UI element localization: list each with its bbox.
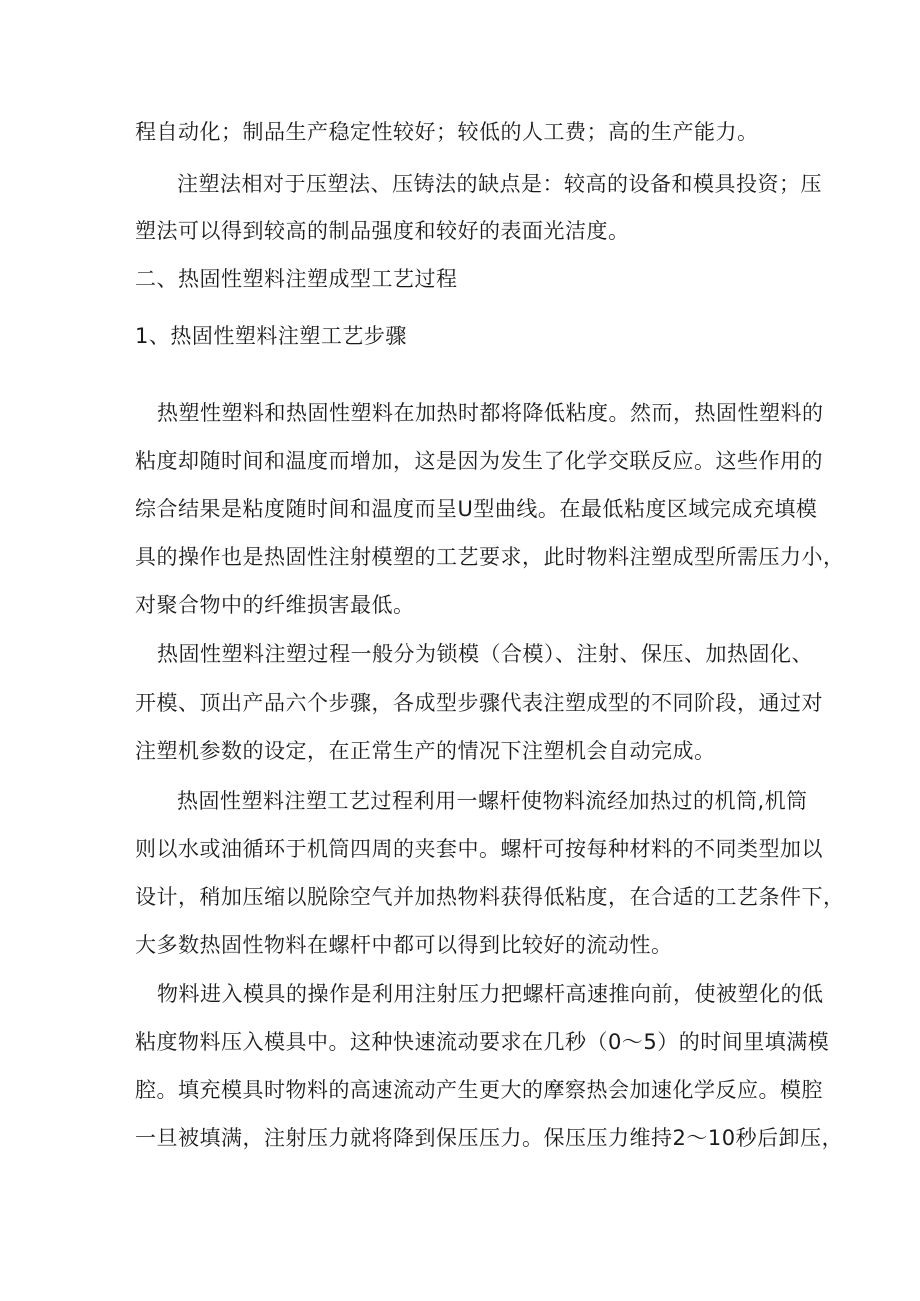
text-line: 对聚合物中的纤维损害最低。	[135, 593, 415, 617]
text-line: 大多数热固性物料在螺杆中都可以得到比较好的流动性。	[135, 933, 673, 957]
text-line: 粘度却随时间和温度而增加，这是因为发生了化学交联反应。这些作用的	[135, 449, 823, 473]
text-line: 腔。填充模具时物料的高速流动产生更大的摩察热会加速化学反应。模腔	[135, 1078, 823, 1102]
text-line: 粘度物料压入模具中。这种快速流动要求在几秒（0～5）的时间里填满模	[135, 1030, 830, 1054]
text-line: 开模、顶出产品六个步骤，各成型步骤代表注塑成型的不同阶段，通过对	[135, 691, 823, 715]
text-line: 塑法可以得到较高的制品强度和较好的表面光洁度。	[135, 219, 630, 243]
text-line: 物料进入模具的操作是利用注射压力把螺杆高速推向前，使被塑化的低	[157, 982, 824, 1006]
text-line: 热固性塑料注塑过程一般分为锁模（合模）、注射、保压、加热固化、	[157, 642, 813, 666]
text-line: 程自动化；制品生产稳定性较好；较低的人工费；高的生产能力。	[135, 120, 759, 144]
section-heading: 二、热固性塑料注塑成型工艺过程	[135, 267, 458, 291]
text-line: 则以水或油循环于机筒四周的夹套中。螺杆可按每种材料的不同类型加以	[135, 837, 823, 861]
text-line: 热塑性塑料和热固性塑料在加热时都将降低粘度。然而，热固性塑料的	[157, 401, 824, 425]
text-line: 注塑法相对于压塑法、压铸法的缺点是：较高的设备和模具投资；压	[177, 172, 822, 196]
text-line: 综合结果是粘度随时间和温度而呈U型曲线。在最低粘度区域完成充填模	[135, 497, 818, 521]
text-line: 具的操作也是热固性注射模塑的工艺要求，此时物料注塑成型所需压力小，	[135, 545, 845, 569]
text-line: 一旦被填满，注射压力就将降到保压压力。保压压力维持2～10秒后卸压，	[135, 1126, 844, 1150]
text-line: 热固性塑料注塑工艺过程利用一螺杆使物料流经加热过的机筒,机筒	[177, 789, 808, 813]
text-line: 设计，稍加压缩以脱除空气并加热物料获得低粘度，在合适的工艺条件下，	[135, 885, 845, 909]
text-line: 注塑机参数的设定，在正常生产的情况下注塑机会自动完成。	[135, 739, 716, 763]
subsection-heading: 1、热固性塑料注塑工艺步骤	[135, 324, 407, 348]
